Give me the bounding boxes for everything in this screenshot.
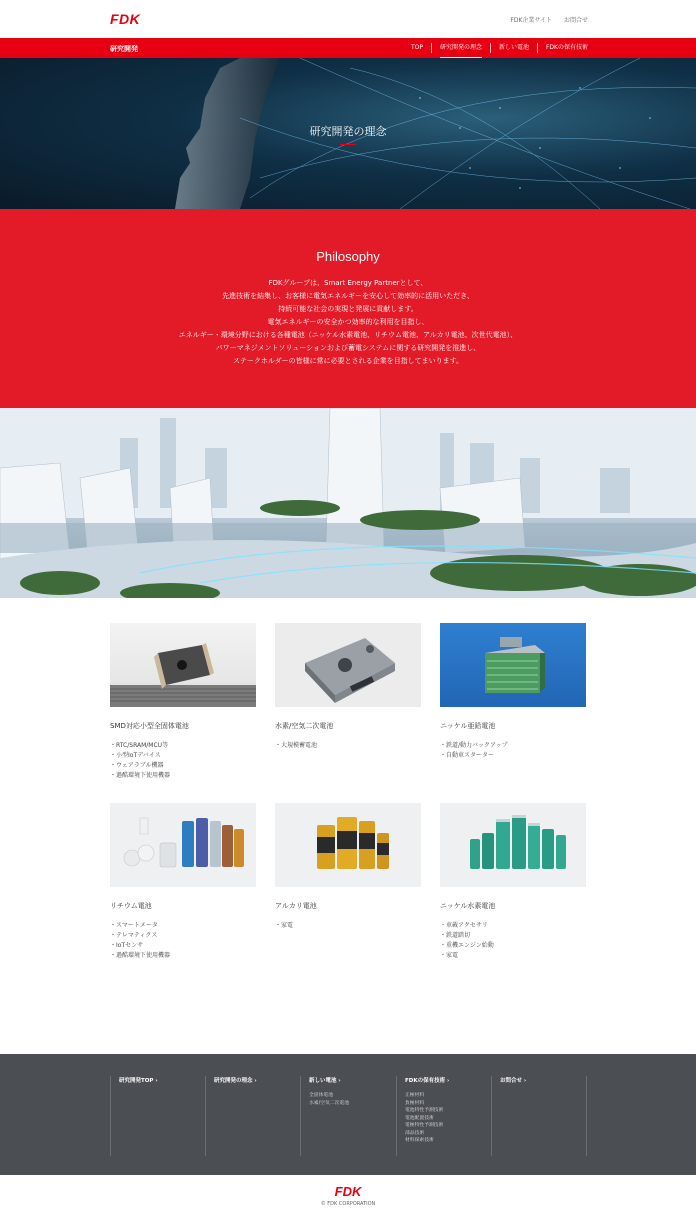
footer-link-technologies[interactable]: FDKの保有技術 › [405, 1076, 492, 1084]
product-card-smd-solid-state[interactable] [110, 623, 256, 781]
section-title[interactable]: 研究開発 [110, 45, 138, 53]
product-card-lithium[interactable] [110, 803, 256, 961]
product-applications [440, 921, 586, 961]
nav-item-philosophy[interactable]: 研究開発の理念 [431, 43, 490, 53]
list-item: ・ 過酷環境下使用機器 [110, 771, 256, 781]
nav-item-technologies[interactable]: FDKの保有技術 [537, 43, 588, 53]
top-header [0, 0, 696, 38]
footer [0, 1054, 696, 1175]
philosophy-line: 持続可能な社会の実現と発展に貢献します。 [278, 305, 418, 313]
philosophy-line: ステークホルダーの皆様に常に必要とされる企業を目指してまいります。 [232, 357, 464, 365]
footer-sublink[interactable]: 全固体電池 [309, 1093, 333, 1098]
product-image [440, 803, 586, 887]
product-name: ニッケル水素電池 [440, 902, 496, 910]
product-image [110, 803, 256, 887]
list-item: ・ 大規模蓄電池 [275, 741, 421, 751]
philosophy-line: 電気エネルギーの安全かつ効率的な利用を目指し、 [267, 318, 429, 326]
fdk-logo[interactable]: FDK [110, 11, 141, 27]
philosophy-line: パワーマネジメントソリューションおよび蓄電システムに関する研究開発を推進し、 [215, 344, 481, 352]
philosophy-line: FDKグループは、Smart Energy Partnerとして、 [268, 279, 428, 287]
footer-logo[interactable]: FDK [334, 1184, 362, 1199]
philosophy-section [0, 209, 696, 408]
footer-sublinks [309, 1092, 396, 1107]
hero-underline [340, 144, 356, 145]
philosophy-line: エネルギー・環境分野における各種電池（ニッケル水素電池、リチウム電池、アルカリ電池、次世代電池）、 [178, 331, 518, 339]
product-name: 水素/空気二次電池 [275, 722, 334, 730]
footer-sublink[interactable]: 材料探索技術 [405, 1138, 434, 1143]
footer-sublink[interactable]: 正極材料 [405, 1093, 425, 1098]
footer-link-rd-top[interactable]: 研究開発TOP › [119, 1076, 206, 1084]
list-item: ・ 家電 [275, 921, 421, 931]
list-item: ・ 小型IoTデバイス [110, 751, 256, 761]
footer-sublink[interactable]: 電池配置技術 [405, 1115, 434, 1121]
product-image [275, 623, 421, 707]
nav-item-new-batteries[interactable]: 新しい電池 [490, 43, 537, 53]
product-name: ニッケル亜鉛電池 [440, 722, 496, 730]
list-item: ・ テレマティクス [110, 931, 256, 941]
bottom-bar [0, 1175, 696, 1218]
footer-column-rd-top [110, 1076, 206, 1156]
product-name: SMD対応小型全固体電池 [110, 722, 189, 730]
product-card-nickel-metal-hydride[interactable] [440, 803, 586, 961]
philosophy-title: Philosophy [316, 249, 380, 264]
product-applications [110, 921, 256, 961]
product-card-nickel-zinc[interactable] [440, 623, 586, 761]
footer-column-contact [491, 1076, 587, 1156]
product-image [275, 803, 421, 887]
product-card-alkaline[interactable] [275, 803, 421, 931]
product-applications [110, 741, 256, 781]
contact-link[interactable]: お問合せ [563, 17, 588, 24]
footer-column-new-batteries [300, 1076, 396, 1156]
list-item: ・ RTC/SRAM/MCU等 [110, 741, 256, 751]
footer-link-new-batteries[interactable]: 新しい電池 › [309, 1076, 396, 1084]
philosophy-text [0, 277, 696, 368]
list-item: ・ 鉄道踏切 [440, 931, 586, 941]
hero-title: 研究開発の理念 [309, 125, 387, 138]
copyright: © FDK CORPORATION [320, 1201, 376, 1207]
footer-sublink[interactable]: 負極材料 [405, 1100, 425, 1106]
list-item: ・ 車載アクセサリ [440, 921, 586, 931]
top-links [510, 15, 588, 24]
list-item: ・ 自動車スターター [440, 751, 586, 761]
product-applications [440, 741, 586, 761]
product-name: アルカリ電池 [275, 902, 317, 910]
hero-banner [0, 58, 696, 209]
list-item: ・ スマートメータ [110, 921, 256, 931]
nav-links [403, 38, 588, 58]
footer-sublink[interactable]: 電極特性予測技術 [405, 1123, 444, 1128]
footer-link-philosophy[interactable]: 研究開発の理念 › [214, 1076, 301, 1084]
list-item: ・ IoTセンサ [110, 941, 256, 951]
footer-sublink[interactable]: 電池特性予測技術 [405, 1108, 444, 1113]
corporate-site-link[interactable]: FDK企業サイト [510, 17, 552, 24]
footer-link-contact[interactable]: お問合せ › [500, 1076, 586, 1084]
product-card-hydrogen-air[interactable] [275, 623, 421, 751]
section-nav [0, 38, 696, 58]
philosophy-line: 先進技術を結集し、お客様に電気エネルギーを安心して効率的に活用いただき、 [222, 292, 474, 300]
footer-sublink[interactable]: 部品技術 [405, 1130, 425, 1136]
footer-sublink[interactable]: 水素/空気二次電池 [309, 1100, 349, 1106]
footer-column-technologies [396, 1076, 492, 1156]
product-image [440, 623, 586, 707]
list-item: ・ 過酷環境下使用機器 [110, 951, 256, 961]
list-item: ・ ウェアラブル機器 [110, 761, 256, 771]
future-city-image [0, 408, 696, 598]
product-image [110, 623, 256, 707]
list-item: ・ 重機エンジン始動 [440, 941, 586, 951]
product-name: リチウム電池 [110, 902, 152, 910]
footer-column-philosophy [205, 1076, 301, 1156]
product-applications [275, 921, 421, 931]
product-applications [275, 741, 421, 751]
nav-item-top[interactable]: TOP [410, 44, 423, 51]
city-illustration [0, 408, 696, 598]
footer-sublinks [405, 1092, 492, 1145]
list-item: ・ 鉄道/動力バックアップ [440, 741, 586, 751]
list-item: ・ 家電 [440, 951, 586, 961]
